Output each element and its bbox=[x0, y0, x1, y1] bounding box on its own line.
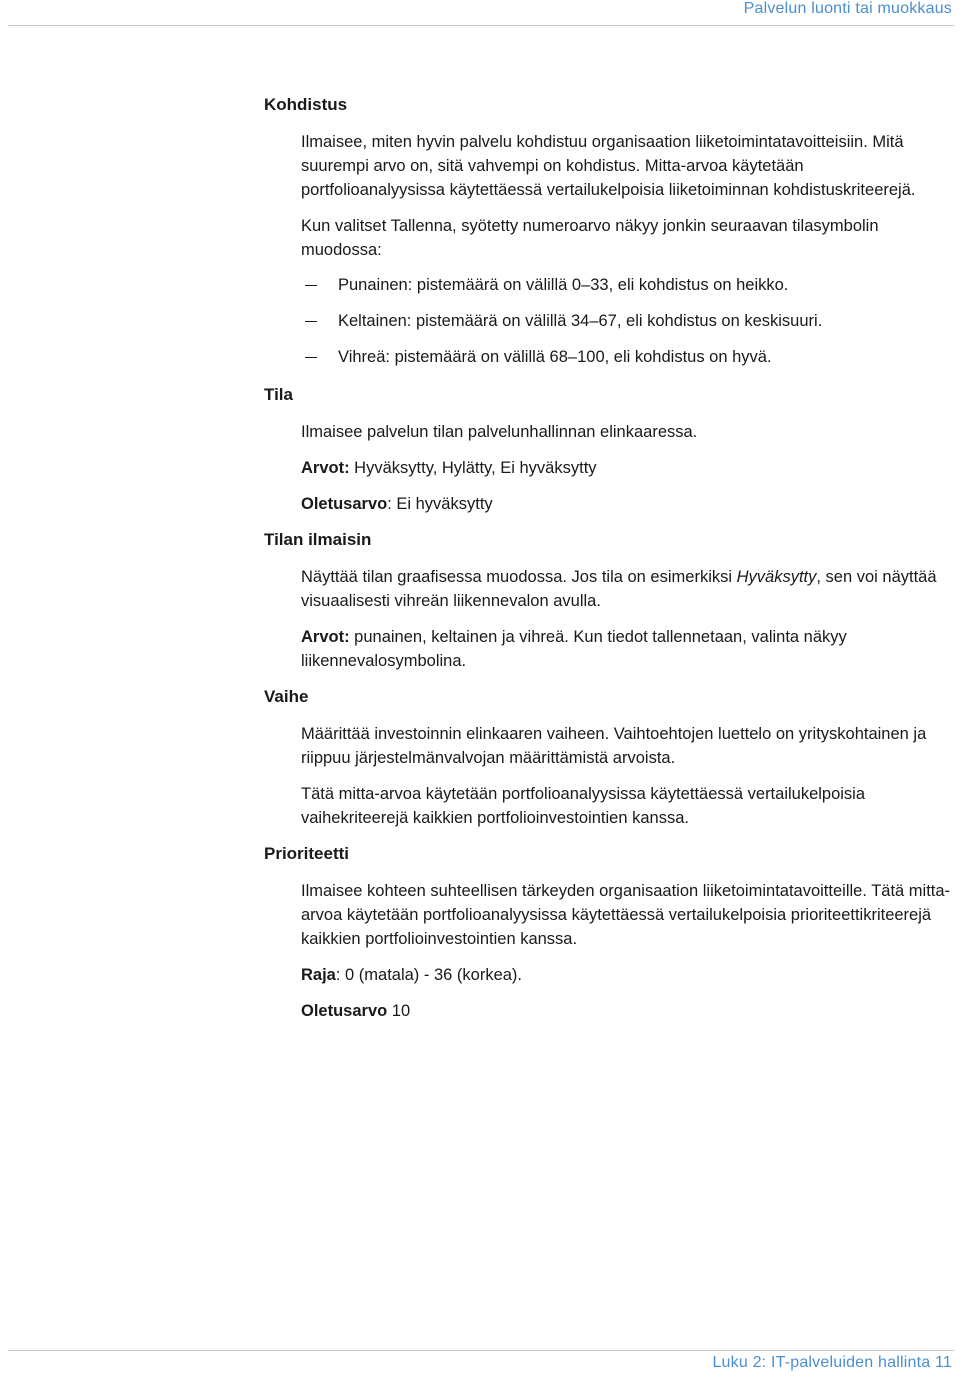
desc-prioriteetti bbox=[301, 879, 952, 1023]
desc-vaihe bbox=[301, 722, 952, 830]
header-divider bbox=[8, 25, 954, 26]
tila-paragraph-1: Ilmaisee palvelun tilan palvelunhallinnan elinkaaressa. bbox=[301, 423, 698, 441]
term-vaihe: Vaihe bbox=[264, 687, 309, 706]
prioriteetti-range-label: Raja bbox=[301, 966, 336, 984]
term-prioriteetti: Prioriteetti bbox=[264, 844, 350, 863]
tilan-ilmaisin-emphasis: Hyväksytty bbox=[736, 568, 817, 586]
tilan-ilmaisin-values-label: Arvot: bbox=[301, 628, 350, 646]
tila-values-label: Arvot: bbox=[301, 459, 350, 477]
running-header: Palvelun luonti tai muokkaus bbox=[743, 0, 952, 17]
document-body bbox=[264, 93, 952, 1035]
section-prioriteetti bbox=[264, 842, 952, 1023]
section-vaihe bbox=[264, 685, 952, 830]
tilan-ilmaisin-values-text: punainen, keltainen ja vihreä. Kun tiedot tallennetaan, valinta näkyy liikennevalosymbolina. bbox=[301, 628, 847, 670]
tila-default-text: : Ei hyväksytty bbox=[387, 495, 493, 513]
vaihe-paragraph-1: Määrittää investoinnin elinkaaren vaiheen. Vaihtoehtojen luettelo on yrityskohtainen ja riippuu järjestelmänvalvojan määrittämistä arvoista. bbox=[301, 725, 927, 767]
desc-kohdistus bbox=[301, 130, 952, 369]
section-kohdistus bbox=[264, 93, 952, 369]
footer-divider bbox=[8, 1350, 954, 1351]
section-tilan-ilmaisin bbox=[264, 528, 952, 673]
kohdistus-status-list bbox=[301, 273, 952, 369]
prioriteetti-range-text: : 0 (matala) - 36 (korkea). bbox=[335, 966, 522, 984]
term-tilan-ilmaisin: Tilan ilmaisin bbox=[264, 530, 372, 549]
prioriteetti-default-text: 10 bbox=[387, 1002, 411, 1020]
tilan-ilmaisin-text-b: , sen voi näyttää visuaalisesti vihreän liikennevalon avulla. bbox=[301, 568, 937, 610]
tilan-ilmaisin-paragraph-1 bbox=[301, 565, 952, 613]
list-item: Vihreä: pistemäärä on välillä 68–100, eli kohdistus on hyvä. bbox=[301, 345, 952, 369]
section-tila bbox=[264, 383, 952, 516]
desc-tila bbox=[301, 420, 952, 516]
page-footer: Luku 2: IT-palveluiden hallinta 11 bbox=[712, 1354, 952, 1371]
kohdistus-paragraph-2: Kun valitset Tallenna, syötetty numeroarvo näkyy jonkin seuraavan tilasymbolin muodossa: bbox=[301, 217, 879, 259]
list-item: Punainen: pistemäärä on välillä 0–33, eli kohdistus on heikko. bbox=[301, 273, 952, 297]
prioriteetti-paragraph-1: Ilmaisee kohteen suhteellisen tärkeyden organisaation liiketoimintatavoitteille. Tätä mitta-arvoa käytetään portfolioanalyysissa käytettäessä vertailukelpoisia prioriteettikriteerejä kaikkien portfolioinvestointien kanssa. bbox=[301, 882, 951, 948]
tila-default bbox=[301, 492, 952, 516]
prioriteetti-default bbox=[301, 999, 952, 1023]
desc-tilan-ilmaisin bbox=[301, 565, 952, 673]
term-kohdistus: Kohdistus bbox=[264, 95, 348, 114]
prioriteetti-default-label: Oletusarvo bbox=[301, 1002, 388, 1020]
kohdistus-paragraph-1: Ilmaisee, miten hyvin palvelu kohdistuu organisaation liiketoimintatavoitteisiin. Mitä suurempi arvo on, sitä vahvempi on kohdistus. Mitta-arvoa käytetään portfolioanalyysissa käytettäessä vertailukelpoisia liiketoiminnan kohdistuskriteerejä. bbox=[301, 133, 916, 199]
tila-values bbox=[301, 456, 952, 480]
prioriteetti-range bbox=[301, 963, 952, 987]
tilan-ilmaisin-values bbox=[301, 625, 952, 673]
tila-values-text: Hyväksytty, Hylätty, Ei hyväksytty bbox=[349, 459, 597, 477]
term-tila: Tila bbox=[264, 385, 293, 404]
tila-default-label: Oletusarvo bbox=[301, 495, 388, 513]
list-item: Keltainen: pistemäärä on välillä 34–67, eli kohdistus on keskisuuri. bbox=[301, 309, 952, 333]
tilan-ilmaisin-text-a: Näyttää tilan graafisessa muodossa. Jos tila on esimerkiksi bbox=[301, 568, 737, 586]
vaihe-paragraph-2: Tätä mitta-arvoa käytetään portfolioanalyysissa käytettäessä vertailukelpoisia vaihekriteerejä kaikkien portfolioinvestointien kanssa. bbox=[301, 785, 866, 827]
